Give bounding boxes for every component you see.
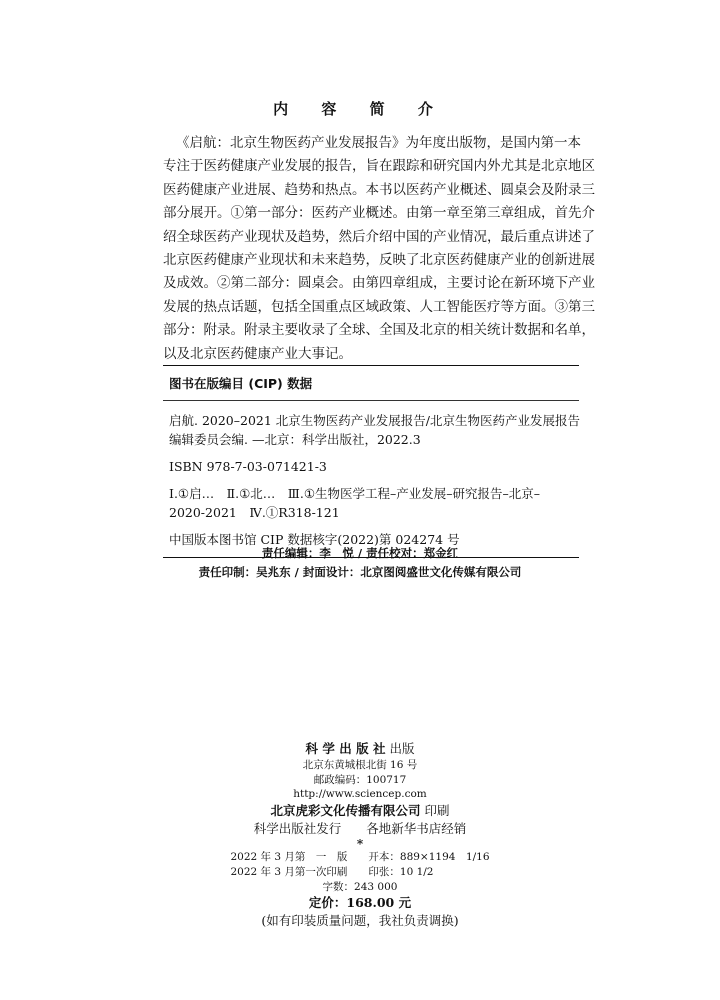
publisher-line [0, 740, 720, 758]
cip-spacer [169, 449, 579, 457]
cip-spacer [169, 522, 579, 530]
publisher-name: 科 学 出 版 社 [305, 741, 386, 756]
printer-suffix: 印刷 [424, 802, 450, 818]
distribution-line: 科学出版社发行 各地新华书店经销 [253, 820, 467, 836]
cip-heading: 图书在版编目 (CIP) 数据 [169, 376, 313, 391]
quality-notice: (如有印装质量问题，我社负责调换) [261, 913, 459, 928]
cip-record-line: 编辑委员会编. —北京：科学出版社，2022.3 [169, 432, 421, 447]
printer-line [0, 802, 720, 820]
cip-spacer [169, 476, 579, 484]
printing-line: 2022 年 3 月第一次印刷 印张：10 1/2 [230, 865, 434, 878]
summary-line: 部分：附录。附录主要收录了全球、全国及北京的相关统计数据和名单， [163, 322, 595, 339]
summary-line: 及成效。②第二部分：圆桌会。由第四章组成，主要讨论在新环境下产业 [163, 275, 595, 292]
price: 定价：168.00 元 [308, 895, 412, 910]
print-details [230, 850, 489, 880]
word-count: 字数：243 000 [322, 880, 398, 893]
printer-name: 北京虎彩文化传播有限公司 [270, 802, 421, 818]
cip-classification-line: Ⅰ.①启… Ⅱ.①北… Ⅲ.①生物医学工程–产业发展–研究报告–北京– [169, 486, 541, 501]
summary-line: 发展的热点话题，包括全国重点区域政策、人工智能医疗等方面。③第三 [163, 298, 595, 315]
summary-title: 内 容 简 介 [273, 100, 447, 118]
summary-line: 专注于医药健康产业发展的报告，旨在跟踪和研究国内外尤其是北京地区 [163, 158, 595, 175]
cip-body [163, 401, 579, 557]
colophon [0, 740, 720, 930]
publisher-suffix: 出版 [389, 741, 415, 756]
cip-block [163, 365, 579, 558]
edition-line: 2022 年 3 月第 一 版 开本：889×1194 1/16 [230, 850, 490, 863]
cip-library-number: 中国版本图书馆 CIP 数据核字(2022)第 024274 号 [169, 532, 460, 547]
editorial-credits [0, 544, 720, 582]
summary-line: 部分展开。①第一部分：医药产业概述。由第一章至第三章组成，首先介 [163, 205, 595, 222]
separator-asterisk: * [356, 836, 364, 851]
cip-classification-line: 2020-2021 Ⅳ.①R318-121 [169, 505, 340, 520]
cip-record-line: 启航. 2020–2021 北京生物医药产业发展报告/北京生物医药产业发展报告 [169, 413, 581, 428]
summary-line: 北京医药健康产业现状和未来趋势，反映了北京医药健康产业的创新进展 [163, 252, 595, 269]
summary-line: 以及北京医药健康产业大事记。 [163, 345, 352, 362]
summary-line: 医药健康产业进展、趋势和热点。本书以医药产业概述、圆桌会及附录三 [163, 181, 595, 198]
summary-line: 绍全球医药产业现状及趋势，然后介绍中国的产业情况，最后重点讲述了 [163, 228, 595, 245]
summary-text [163, 132, 595, 366]
credits-line-production: 责任印制：吴兆东 / 封面设计：北京图阅盛世文化传媒有限公司 [198, 565, 522, 579]
cip-isbn: ISBN 978-7-03-071421-3 [169, 459, 327, 474]
summary-line: 《启航：北京生物医药产业发展报告》为年度出版物，是国内第一本 [176, 135, 581, 151]
publisher-website: http://www.sciencep.com [293, 788, 427, 800]
publisher-address: 北京东黄城根北街 16 号 [302, 759, 418, 771]
credits-line-editors: 责任编辑：李 悦 / 责任校对：郑金红 [261, 546, 459, 560]
publisher-postcode: 邮政编码：100717 [313, 773, 407, 786]
